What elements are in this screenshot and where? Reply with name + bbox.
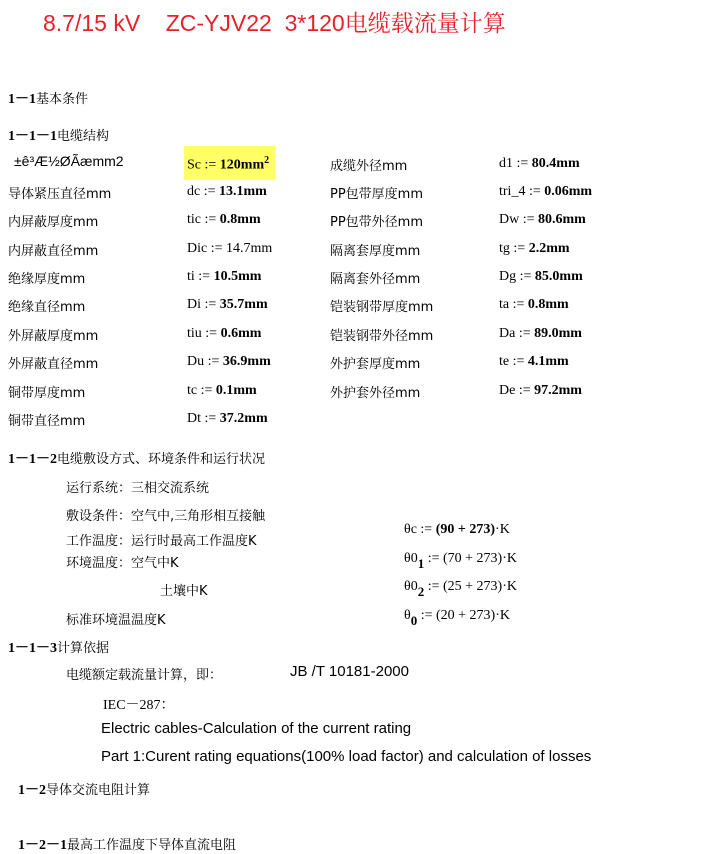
- basis-standard: JB /T 10181-2000: [290, 663, 409, 680]
- label-dg: 隔离套外径mm: [330, 272, 421, 287]
- value-di: Di := 35.7mm: [187, 297, 268, 312]
- label-dw: PP包带外径mm: [330, 215, 424, 230]
- label-dic: 内屏蔽直径mm: [8, 244, 99, 259]
- value-tic: tic := 0.8mm: [187, 212, 261, 227]
- section-1-2: [18, 779, 150, 799]
- section-title: 电缆结构: [57, 129, 110, 144]
- section-1-1-1: [8, 125, 109, 145]
- value-dw: Dw := 80.6mm: [499, 212, 586, 227]
- label-da: 铠装钢带外径mm: [330, 329, 434, 344]
- theta-c-formula: θc := (90 + 273)·K: [404, 522, 510, 537]
- value-dic: Dic := 14.7mm: [187, 241, 273, 256]
- theta-01-formula: $\theta 0_1$ := (70 + 273)·K: [404, 551, 517, 571]
- value-sc: [184, 146, 275, 180]
- std-env-temp-label: 标准环境温温度K: [66, 613, 166, 628]
- section-1-1: [8, 88, 88, 108]
- iec-line-2: Part 1:Curent rating equations(100% load factor) and calculation of losses: [101, 748, 592, 765]
- section-number: 1－1－2: [8, 452, 57, 467]
- label-du: 外屏蔽直径mm: [8, 357, 99, 372]
- label-d1: 成缆外径mm: [330, 159, 408, 174]
- section-title: 最高工作温度下导体直流电阻: [67, 838, 237, 853]
- expr: Sc :=: [187, 157, 220, 173]
- value-dc: dc := 13.1mm: [187, 184, 267, 199]
- theta-0-formula: $\theta_0$ := (20 + 273)·K: [404, 608, 510, 628]
- section-1-1-3: [8, 637, 109, 657]
- value-tc: tc := 0.1mm: [187, 383, 257, 398]
- label-dc: 导体紧压直径mm: [8, 187, 112, 202]
- section-number: 1－1－3: [8, 641, 57, 656]
- label-tic: 内屏蔽厚度mm: [8, 215, 99, 230]
- label-tc: 铜带厚度mm: [8, 386, 86, 401]
- label-ti: 绝缘厚度mm: [8, 272, 86, 287]
- value-du: Du := 36.9mm: [187, 354, 271, 369]
- value-tiu: tiu := 0.6mm: [187, 326, 262, 341]
- section-number: 1－1－1: [8, 129, 57, 144]
- title-cjk: 电缆载流量计算: [344, 11, 506, 37]
- value-ti: ti := 10.5mm: [187, 269, 262, 284]
- section-1-2-1: [18, 834, 236, 854]
- iec-label: IEC－287：: [103, 698, 175, 713]
- section-number: 1－2: [18, 783, 46, 798]
- basis-label: 电缆额定载流量计算，即：: [66, 668, 223, 683]
- label-tiu: 外屏蔽厚度mm: [8, 329, 99, 344]
- soil-temp-label: 土壤中K: [160, 584, 208, 599]
- label-nominal-area: ±ê³Æ½ØÃæmm2: [14, 153, 124, 169]
- label-te: 外护套厚度mm: [330, 357, 421, 372]
- work-temp-label: 工作温度：运行时最高工作温度K: [66, 534, 257, 549]
- section-1-1-2: [8, 448, 265, 468]
- section-number: 1－1: [8, 92, 36, 107]
- val: 120mm: [219, 157, 265, 173]
- value-de: De := 97.2mm: [499, 383, 582, 398]
- label-di: 绝缘直径mm: [8, 300, 86, 315]
- section-number: 1－2－1: [18, 838, 67, 853]
- value-tri4: tri_4 := 0.06mm: [499, 184, 593, 199]
- sup: 2: [264, 155, 270, 166]
- page-title: [43, 5, 506, 38]
- value-d1: d1 := 80.4mm: [499, 156, 580, 171]
- label-dt: 铜带直径mm: [8, 414, 86, 429]
- label-ta: 铠装钢带厚度mm: [330, 300, 434, 315]
- title-main: 8.7/15 kV ZC-YJV22 3*120: [43, 10, 345, 36]
- value-ta: ta := 0.8mm: [499, 297, 569, 312]
- value-dg: Dg := 85.0mm: [499, 269, 583, 284]
- value-te: te := 4.1mm: [499, 354, 569, 369]
- value-da: Da := 89.0mm: [499, 326, 582, 341]
- laying-condition: 敷设条件：空气中,三角形相互接触: [66, 509, 266, 524]
- section-title: 基本条件: [36, 92, 89, 107]
- label-tg: 隔离套厚度mm: [330, 244, 421, 259]
- iec-line-1: Electric cables-Calculation of the current rating: [101, 720, 412, 737]
- section-title: 电缆敷设方式、环境条件和运行状况: [57, 452, 266, 467]
- value-tg: tg := 2.2mm: [499, 241, 570, 256]
- label-tri4: PP包带厚度mm: [330, 187, 424, 202]
- section-title: 计算依据: [57, 641, 110, 656]
- theta-02-formula: $\theta 0_2$ := (25 + 273)·K: [404, 579, 517, 599]
- operating-system: 运行系统：三相交流系统: [66, 481, 210, 496]
- env-temp-label: 环境温度：空气中K: [66, 556, 179, 571]
- label-de: 外护套外径mm: [330, 386, 421, 401]
- section-title: 导体交流电阻计算: [46, 783, 151, 798]
- value-dt: Dt := 37.2mm: [187, 411, 268, 426]
